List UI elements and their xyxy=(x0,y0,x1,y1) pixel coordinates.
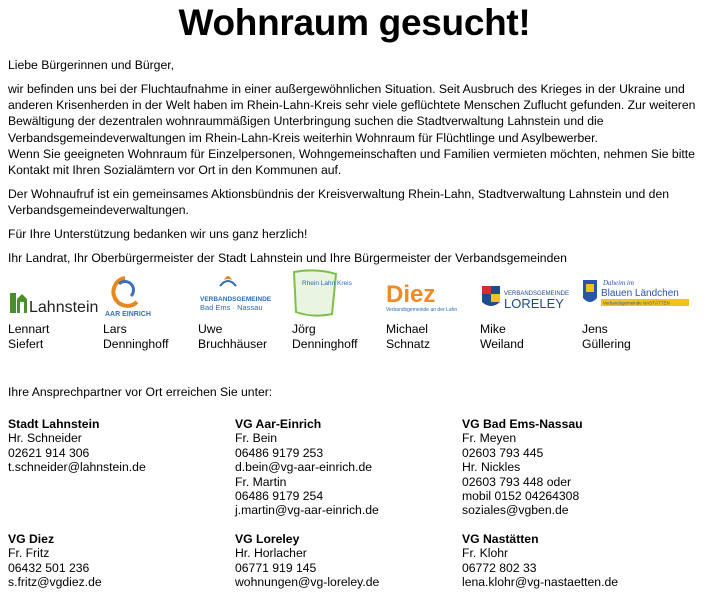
loreley-logo-top: VERBANDSGEMEINDE xyxy=(504,291,570,297)
contact-phone: 02621 914 306 xyxy=(8,445,90,460)
person-last-name: Schnatz xyxy=(386,336,431,351)
person-first-name: Mike xyxy=(480,322,506,336)
contact-email[interactable]: s.fritz@vgdiez.de xyxy=(8,575,102,590)
person-last-name: Güllering xyxy=(582,336,631,351)
blauen-logo-mid: Blauen Ländchen xyxy=(601,288,679,299)
contact-heading: VG Diez xyxy=(8,532,55,546)
contact-block xyxy=(8,417,146,475)
person-name xyxy=(292,322,358,351)
rhein-lahn-logo-text: Rhein Lahn Kreis xyxy=(302,280,352,287)
contact-person: Hr. Nickles xyxy=(462,460,521,475)
contact-person: Fr. Martin xyxy=(235,474,287,489)
person-first-name: Lennart xyxy=(8,322,50,336)
loreley-logo-bottom: LORELEY xyxy=(504,296,564,311)
lahnstein-logo-text: Lahnstein xyxy=(29,299,99,316)
person-name xyxy=(8,322,49,351)
lahnstein-logo xyxy=(8,268,118,320)
contact-phone: 06486 9179 254 xyxy=(235,489,324,504)
contact-person: Hr. Horlacher xyxy=(235,546,307,561)
paragraph-alliance: Der Wohnaufruf ist ein gemeinsames Aktionsbündnis der Kreisverwaltung Rhein-Lahn, Stadtverwaltung Lahnstein und den Verbandsgemeindeverwaltungen. xyxy=(8,187,669,218)
logo-row xyxy=(0,268,709,352)
bad-ems-logo-bottom: Bad Ems · Nassau xyxy=(200,303,263,312)
person-last-name: Denninghoff xyxy=(292,336,358,351)
paragraph-contact: Wenn Sie geeigneten Wohnraum für Einzelpersonen, Wohngemeinschaften und Familien vermieten möchten, nehmen Sie bitte Kontakt mit Ihren Sozialämtern vor Ort in den Kommunen auf. xyxy=(8,147,695,178)
blauen-logo-top: Daheim im xyxy=(603,279,634,287)
contact-heading: VG Bad Ems-Nassau xyxy=(462,417,583,431)
person-last-name: Denninghoff xyxy=(103,336,169,351)
contact-phone: 06486 9179 253 xyxy=(235,445,324,460)
contact-phone: 02603 793 448 oder xyxy=(462,474,572,489)
person-last-name: Siefert xyxy=(8,336,44,351)
contact-block xyxy=(8,532,102,590)
greeting: Liebe Bürgerinnen und Bürger, xyxy=(8,58,175,72)
contacts-intro: Ihre Ansprechpartner vor Ort erreichen Sie unter: xyxy=(8,385,273,399)
contact-person: Fr. Meyen xyxy=(462,431,517,446)
person-name xyxy=(582,322,631,351)
diez-logo-subtext: Verbandsgemeinde an der Lahn xyxy=(386,307,458,313)
diez-logo-text: Diez xyxy=(386,281,436,308)
person-last-name: Bruchhäuser xyxy=(198,336,268,351)
contact-mobile: mobil 0152 04264308 xyxy=(462,489,580,504)
paragraph-signoff: Ihr Landrat, Ihr Oberbürgermeister der Stadt Lahnstein und Ihre Bürgermeister der Verbandsgemeinden xyxy=(8,251,567,265)
paragraph-thanks: Für Ihre Unterstützung bedanken wir uns ganz herzlich! xyxy=(8,227,308,241)
blauen-logo-bottom: Verbandsgemeinde NASTÄTTEN xyxy=(603,300,670,306)
contact-email[interactable]: d.bein@vg-aar-einrich.de xyxy=(235,460,373,475)
blauen-laendchen-logo xyxy=(580,268,692,320)
contact-phone: 06432 501 236 xyxy=(8,560,90,575)
person-name xyxy=(386,322,430,351)
bad-ems-logo-top: VERBANDSGEMEINDE xyxy=(200,296,272,303)
contact-block xyxy=(235,532,379,590)
contact-email[interactable]: lena.klohr@vg-nastaetten.de xyxy=(462,575,619,590)
contact-heading: VG Nastätten xyxy=(462,532,539,546)
contact-heading: Stadt Lahnstein xyxy=(8,417,100,431)
contact-email[interactable]: t.schneider@lahnstein.de xyxy=(8,460,146,475)
person-name xyxy=(480,322,524,351)
person-first-name: Lars xyxy=(103,322,127,336)
contact-email[interactable]: wohnungen@vg-loreley.de xyxy=(235,575,380,590)
contact-phone: 06771 919 145 xyxy=(235,560,317,575)
contact-email[interactable]: soziales@vgben.de xyxy=(462,503,569,518)
contact-block xyxy=(462,532,618,590)
aar-einrich-logo xyxy=(103,268,213,320)
person-first-name: Jens xyxy=(582,322,608,336)
contact-block xyxy=(235,417,379,518)
contact-heading: VG Aar-Einrich xyxy=(235,417,322,431)
contact-phone: 06772 802 33 xyxy=(462,560,537,575)
person-last-name: Weiland xyxy=(480,336,524,351)
person-name xyxy=(103,322,169,351)
contact-person: Fr. Bein xyxy=(235,431,277,446)
contact-phone: 02603 793 445 xyxy=(462,445,544,460)
person-first-name: Jörg xyxy=(292,322,316,336)
contact-block xyxy=(462,417,583,518)
paragraph-intro: wir befinden uns bei der Fluchtaufnahme in einer außergewöhnlichen Situation. Seit Ausbruch des Krieges in der Ukraine und anderen Krisenherden in der Welt haben im Rhein-Lahn-Kreis sehr viele geflüchtete Menschen Zuflucht gefunden. Zur weiteren Bewältigung der dezentralen wohnraummäßigen Unterbringung suchen die Stadtverwaltung Lahnstein und die Verbandsgemeindeverwaltungen im Rhein-Lahn-Kreis weiterhin Wohnraum für Flüchtlinge und Asylbewerber. xyxy=(8,82,696,145)
person-first-name: Uwe xyxy=(198,322,223,336)
aar-einrich-logo-text: AAR EINRICH xyxy=(105,311,151,318)
loreley-logo xyxy=(480,268,590,320)
page-title: Wohnraum gesucht! xyxy=(178,2,531,43)
contact-person: Fr. Fritz xyxy=(8,546,50,561)
contact-person: Hr. Schneider xyxy=(8,431,82,446)
person-first-name: Michael xyxy=(386,322,428,336)
contact-heading: VG Loreley xyxy=(235,532,300,546)
contact-email[interactable]: j.martin@vg-aar-einrich.de xyxy=(235,503,379,518)
contact-person: Fr. Klohr xyxy=(462,546,509,561)
person-name xyxy=(198,322,267,351)
